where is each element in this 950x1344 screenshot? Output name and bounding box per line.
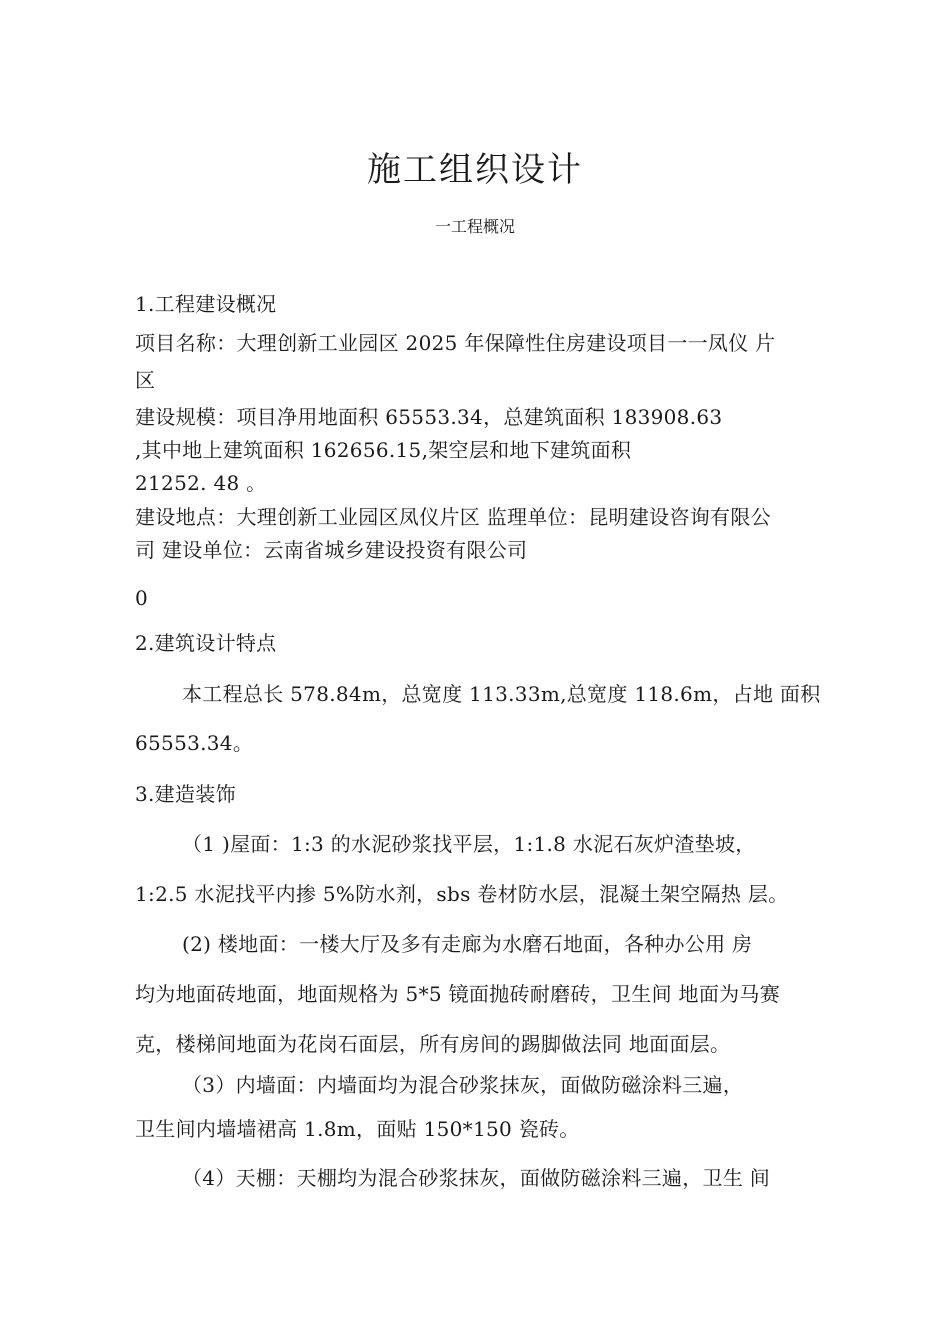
section-subtitle: 一工程概况 <box>434 217 515 236</box>
paragraph-line: 1:2.5 水泥找平内掺 5%防水剂，sbs 卷材防水层，混凝土架空隔热 层。 <box>135 882 789 906</box>
section-heading-2: 2.建筑设计特点 <box>135 631 277 655</box>
document-title: 施工组织设计 <box>367 150 583 190</box>
paragraph-line: 区 <box>135 368 156 392</box>
paragraph-line: 项目名称：大理创新工业园区 2025 年保障性住房建设项目一一凤仪 片 <box>135 331 776 355</box>
paragraph-line: 司 建设单位：云南省城乡建设投资有限公司 <box>135 538 528 562</box>
paragraph-line: 21252. 48 。 <box>135 471 267 495</box>
paragraph-line: （3）内墙面：内墙面均为混合砂浆抹灰，面做防磁涂料三遍， <box>182 1073 744 1097</box>
paragraph-line: 建设地点：大理创新工业园区凤仪片区 监理单位：昆明建设咨询有限公 <box>135 505 771 529</box>
paragraph-line: 克，楼梯间地面为花岗石面层，所有房间的踢脚做法同 地面面层。 <box>135 1032 731 1056</box>
paragraph-line: ,其中地上建筑面积 162656.15,架空层和地下建筑面积 <box>135 438 632 462</box>
section-heading-3: 3.建造装饰 <box>135 782 236 806</box>
paragraph-line: （4）天棚：天棚均为混合砂浆抹灰，面做防磁涂料三遍，卫生 间 <box>182 1166 771 1190</box>
paragraph-line: 卫生间内墙墙裙高 1.8m，面贴 150*150 瓷砖。 <box>135 1117 580 1141</box>
paragraph-line: 均为地面砖地面，地面规格为 5*5 镜面抛砖耐磨砖，卫生间 地面为马赛 <box>135 982 781 1006</box>
paragraph-line: (2) 楼地面：一楼大厅及多有走廊为水磨石地面，各种办公用 房 <box>182 932 753 956</box>
paragraph-line: 本工程总长 578.84m，总宽度 113.33m,总宽度 118.6m，占地 面积 <box>182 682 821 706</box>
paragraph-line: 建设规模：项目净用地面积 65553.34，总建筑面积 183908.63 <box>135 405 723 429</box>
paragraph-line: 65553.34。 <box>135 731 254 755</box>
section-heading-1: 1.工程建设概况 <box>135 292 277 316</box>
paragraph-line: 0 <box>135 586 149 610</box>
paragraph-line: （1 )屋面：1:3 的水泥砂浆找平层，1:1.8 水泥石灰炉渣垫坡， <box>182 832 756 856</box>
